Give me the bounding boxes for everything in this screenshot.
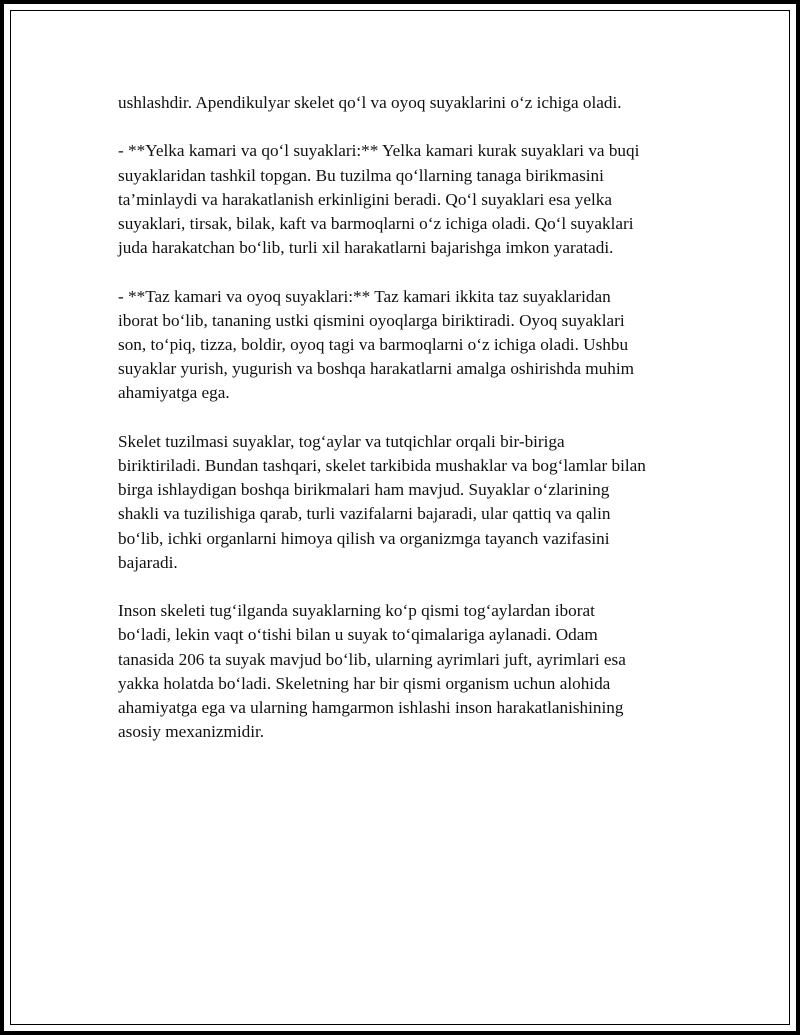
paragraph-skeleton-development: Inson skeleti tug‘ilganda suyaklarning ko‘p qismi tog‘aylardan iborat bo‘ladi, lekin vaqt o‘tishi bilan u suyak to‘qimalariga aylanadi. Odam tanasida 206 ta suyak mavjud bo‘lib, ularning ayrimlari juft, ayrimlari esa yakka holatda bo‘ladi. Skeletning har bir qismi organism uchun alohida ahamiyatga ega va ularning hamgarmon ishlashi inson harakatlanishining asosiy mexanizmidir. <box>118 601 626 742</box>
paragraph-pelvis-leg-bones: - **Taz kamari va oyoq suyaklari:** Taz kamari ikkita taz suyaklaridan iborat bo‘lib, tananing ustki qismini oyoqlarga biriktiradi. Oyoq suyaklari son, to‘piq, tizza, boldir, oyoq tagi va barmoqlarni o‘z ichiga oladi. Ushbu suyaklar yurish, yugurish va boshqa harakatlarni amalga oshirishda muhim ahamiyatga ega. <box>118 286 634 403</box>
paragraph-shoulder-arm-bones: - **Yelka kamari va qo‘l suyaklari:** Yelka kamari kurak suyaklari va buqi suyaklaridan tashkil topgan. Bu tuzilma qo‘llarning tanaga birikmasini ta’minlaydi va harakatlanish erkinligini beradi. Qo‘l suyaklari esa yelka suyaklari, tirsak, bilak, kaft va barmoqlarni o‘z ichiga oladi. Qo‘l suyaklari juda harakatchan bo‘lib, turli xil harakatlarni bajarishga imkon yaratadi. <box>118 141 640 258</box>
paragraph-skeleton-structure: Skelet tuzilmasi suyaklar, tog‘aylar va tutqichlar orqali bir-biriga biriktiriladi. Bundan tashqari, skelet tarkibida mushaklar va bog‘lamlar bilan birga ishlaydigan boshqa birikmalari ham mavjud. Suyaklar o‘zlarining shakli va tuzilishiga qarab, turli vazifalarni bajaradi, ular qattiq va qalin bo‘lib, ichki organlarni himoya qilish va organizmga tayanch vazifasini bajaradi. <box>118 431 646 572</box>
paragraph-appendicular-intro: ushlashdir. Apendikulyar skelet qo‘l va oyoq suyaklarini o‘z ichiga oladi. <box>118 93 622 112</box>
document-body <box>118 91 698 769</box>
